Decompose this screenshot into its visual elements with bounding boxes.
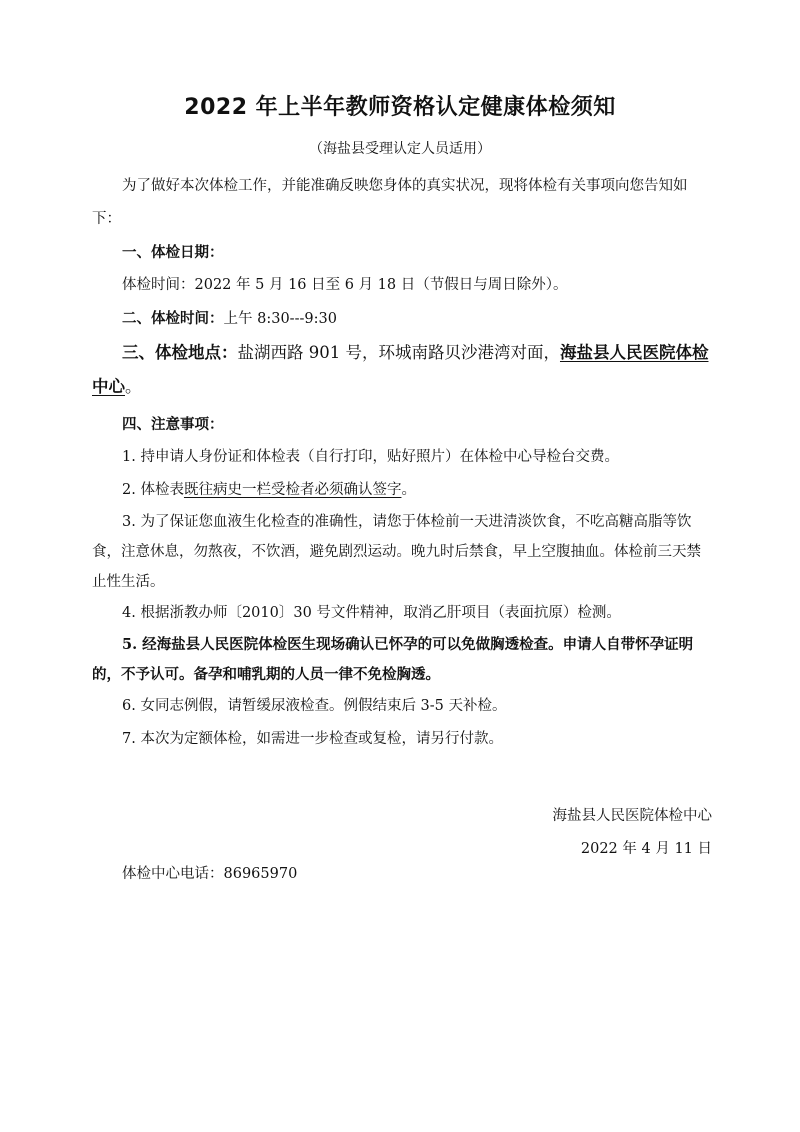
section3-address: 盐湖西路 901 号，环城南路贝沙港湾对面， bbox=[237, 343, 560, 362]
document-subtitle: （海盐县受理认定人员适用） bbox=[309, 141, 491, 157]
section2-heading: 二、体检时间： bbox=[122, 310, 224, 327]
section2-content: 上午 8:30---9:30 bbox=[223, 311, 337, 327]
notice-item-5: 5. 经海盐县人民医院体检医生现场确认已怀孕的可以免做胸透检查。申请人自带怀孕证明的，不予认可。备孕和哺乳期的人员一律不免检胸透。 bbox=[92, 636, 694, 683]
notice-item-7: 7. 本次为定额体检，如需进一步检查或复检，请另行付款。 bbox=[122, 731, 503, 747]
notice-item-2 bbox=[92, 474, 712, 507]
section1-content: 体检时间：2022 年 5 月 16 日至 6 月 18 日（节假日与周日除外）。 bbox=[122, 277, 568, 293]
notice-item-1: 1. 持申请人身份证和体检表（自行打印，贴好照片）在体检中心导检台交费。 bbox=[122, 449, 619, 465]
notice-item-2-prefix: 2. 体检表 bbox=[122, 482, 184, 498]
signature-org: 海盐县人民医院体检中心 bbox=[552, 808, 712, 824]
section3-line bbox=[92, 336, 712, 404]
notice-item-6: 6. 女同志例假，请暂缓尿液检查。例假结束后 3-5 天补检。 bbox=[122, 698, 507, 714]
section3-suffix: 。 bbox=[125, 377, 142, 396]
document-title: 2022 年上半年教师资格认定健康体检须知 bbox=[184, 95, 616, 120]
notice-item-4: 4. 根据浙教办师〔2010〕30 号文件精神，取消乙肝项目（表面抗原）检测。 bbox=[122, 605, 621, 621]
section3-location-highlight: 海盐县人民医院体检中心 bbox=[92, 343, 709, 396]
signature-block bbox=[92, 800, 712, 866]
phone-line bbox=[122, 858, 297, 891]
section4-heading: 四、注意事项： bbox=[122, 416, 224, 433]
intro-paragraph: 为了做好本次体检工作，并能准确反映您身体的真实状况，现将体检有关事项向您告知如下： bbox=[92, 178, 688, 227]
document-body bbox=[92, 170, 712, 756]
phone-number: 86965970 bbox=[223, 866, 298, 882]
phone-label: 体检中心电话： bbox=[122, 866, 224, 882]
section2-line bbox=[92, 302, 712, 336]
signature-date: 2022 年 4 月 11 日 bbox=[580, 841, 712, 857]
section1-heading: 一、体检日期： bbox=[122, 244, 224, 261]
notice-item-2-suffix: 。 bbox=[401, 482, 416, 498]
notice-item-3: 3. 为了保证您血液生化检查的准确性，请您于体检前一天进清淡饮食，不吃高糖高脂等饮食，注意休息，勿熬夜，不饮酒，避免剧烈运动。晚九时后禁食，早上空腹抽血。体检前三天禁止性生活。 bbox=[92, 514, 701, 590]
notice-item-2-underlined: 既往病史一栏受检者必须确认签字 bbox=[183, 482, 402, 498]
section3-heading: 三、体检地点： bbox=[122, 343, 238, 362]
